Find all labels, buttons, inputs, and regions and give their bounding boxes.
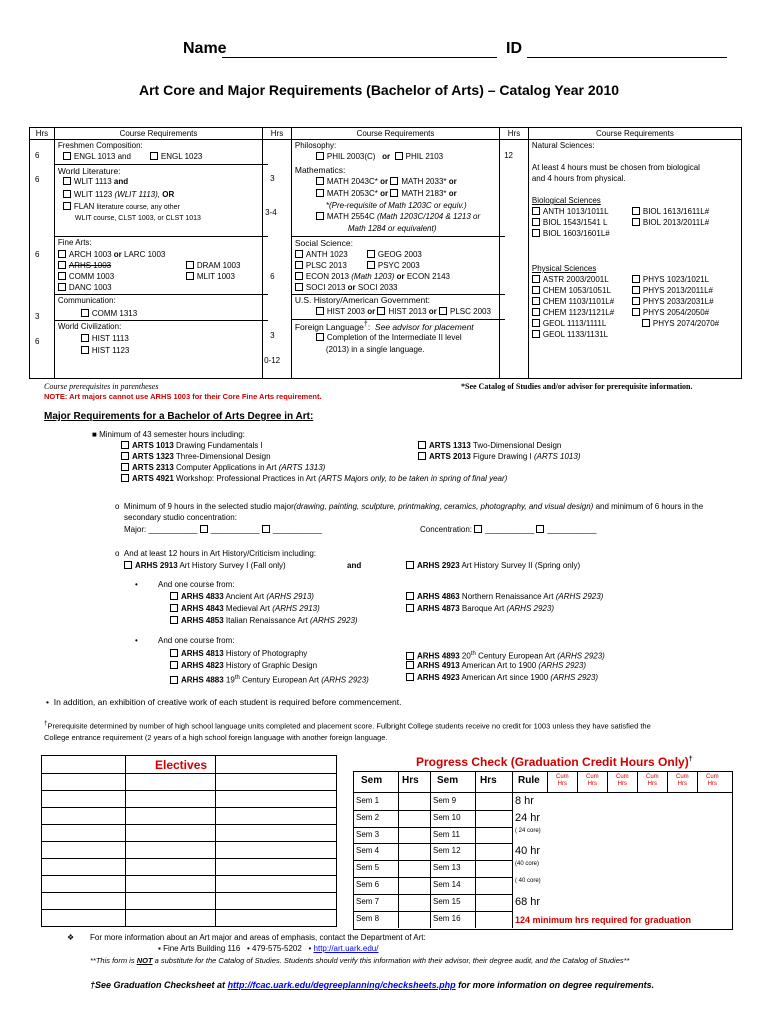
checkbox[interactable]: [295, 250, 303, 258]
checkbox[interactable]: [170, 649, 178, 657]
checkbox[interactable]: [406, 661, 414, 669]
checkbox[interactable]: [632, 308, 640, 316]
col-hrs: Hrs: [30, 128, 55, 140]
checkbox[interactable]: [395, 152, 403, 160]
progress-grid: [353, 771, 733, 930]
section-label: World Civilization:: [57, 322, 122, 331]
hrs-value: 3: [270, 331, 275, 340]
sem-label: Sem 10: [433, 812, 461, 822]
checkbox[interactable]: [186, 272, 194, 280]
checkbox[interactable]: [63, 177, 71, 185]
col-hrs: Hrs: [500, 128, 529, 140]
section-label: Mathematics:: [294, 165, 346, 175]
checkbox[interactable]: [406, 592, 414, 600]
checkbox[interactable]: [81, 334, 89, 342]
page-title: Art Core and Major Requirements (Bachelor of Arts) – Catalog Year 2010: [139, 82, 620, 98]
id-label: ID: [506, 40, 522, 57]
checkbox[interactable]: [406, 561, 414, 569]
rule-value: ( 40 core): [515, 878, 541, 884]
section-label: U.S. History/American Government:: [294, 295, 430, 305]
section-label: Freshmen Composition:: [57, 141, 143, 150]
hrs-value: 3: [270, 174, 275, 183]
col-rule: Rule: [518, 775, 540, 786]
name-label: Name: [183, 40, 227, 57]
checkbox[interactable]: [632, 286, 640, 294]
hrs-value: 6: [270, 272, 275, 281]
major-min: ■ Minimum of 43 semester hours including:: [92, 430, 245, 439]
checkbox[interactable]: [58, 261, 66, 269]
checkbox[interactable]: [295, 283, 303, 291]
section-label: Social Science:: [294, 238, 353, 248]
electives-title: Electives: [155, 758, 208, 772]
core-requirements-table: Hrs Course Requirements Hrs Course Requirements Hrs Course Requirements 6 6 6 3 6 Freshmen Composition: ENGL 1013 and ENGL 1023 World Literature: WLIT 1113 and WLIT 1123 (WLIT 1113), OR FLAN literature course, any other WLIT course, CLST 1003, or CLST 1013 Fine Arts: ARCH 1003 or LARC 1003 ARHS 1003 DRAM 1003 COMM 1003 MLIT 1003 DANC 1003 Communication: COMM 1313 World Civilization: HIST 1113 HIST 1123 3 3-4 6 3 0-12 Philosophy: PHIL 2003(C) or PHIL 2103 Mathematics: MATH 2043C* or MATH 2033* or MATH 2053C* or MATH 2183* or *(Pre-requisite of Math 1203C or equiv.) MATH 2554C (Math 1203C/1204 & 1213 or Math 1284 or equivalent) Social Science: ANTH 1023 GEOG 2003 PLSC 2013 PSYC 2003 ECON 2013 (Math 1203) or ECON 2143 SOCI 2013 or SOCI 2033 U.S. History/American Government: HIST 2003 or HIST 2013 or PLSC 2003 Foreign Language†: See advisor for placement Completion of the Intermediate II level (2013) in a single language. 12 Natural Sciences: At least 4 hours must be chosen from biological and 4 hours from physical. Biological Sciences ANTH 1013/1011L BIOL 1613/1611L# BIOL 1543/1541 L BIOL 2013/2011L# BIOL 1603/1601L# Physical Sciences ASTR 2003/2001L PHYS 1023/1021L CHEM 1053/1051L PHYS 2013/2011L# CHEM 1103/1101L# PHYS 2033/2031L# CHEM 1123/1121L# PHYS 2054/2050# GEOL 1113/1111L PHYS 2074/2070# GEOL 1133/1131L: [29, 127, 742, 379]
checkbox[interactable]: [121, 474, 129, 482]
hrs-value: 3-4: [265, 208, 277, 217]
checkbox[interactable]: [536, 525, 544, 533]
rule-value: (40 core): [515, 861, 540, 868]
name-field-line[interactable]: [222, 57, 497, 58]
col-req: Course Requirements: [291, 128, 499, 140]
hrs-value: 12: [504, 151, 513, 160]
sem-label: Sem 16: [433, 913, 461, 923]
sem-label: Sem 6: [356, 880, 380, 889]
checkbox[interactable]: [170, 592, 178, 600]
checkbox[interactable]: [439, 307, 447, 315]
sem-label: Sem 15: [433, 896, 461, 906]
rule-value: 24 hr: [515, 811, 541, 824]
section-label: Communication:: [57, 296, 116, 305]
checkbox[interactable]: [532, 229, 540, 237]
checkbox[interactable]: [170, 604, 178, 612]
checkbox[interactable]: [121, 441, 129, 449]
section-label: Natural Sciences:: [531, 141, 595, 150]
col-hrs: Hrs: [402, 775, 419, 786]
hrs-value: 6: [35, 175, 40, 184]
min-hours-note: 124 minimum hrs required for graduation: [515, 915, 692, 925]
sem-label: Sem 13: [433, 863, 461, 873]
checkbox[interactable]: [377, 307, 385, 315]
checkbox[interactable]: [532, 207, 540, 215]
checkbox[interactable]: [186, 261, 194, 269]
catalog-note: *See Catalog of Studies and/or advisor for prerequisite information.: [461, 382, 693, 391]
checkbox[interactable]: [262, 525, 270, 533]
checkbox[interactable]: [170, 616, 178, 624]
col-hrs: Hrs: [480, 775, 497, 786]
checkbox[interactable]: [316, 333, 324, 341]
section-label: Fine Arts:: [57, 238, 92, 247]
checkbox[interactable]: [390, 177, 398, 185]
hrs-value: 0-12: [264, 356, 281, 365]
section-label: Philosophy:: [294, 141, 337, 150]
checkbox[interactable]: [532, 286, 540, 294]
checkbox[interactable]: [632, 275, 640, 283]
checkbox[interactable]: [316, 152, 324, 160]
rule-value: ( 24 core): [515, 827, 541, 834]
checkbox[interactable]: [63, 202, 71, 210]
checkbox[interactable]: [121, 452, 129, 460]
checkbox[interactable]: [124, 561, 132, 569]
checkbox[interactable]: [150, 152, 158, 160]
sem-label: Sem 3: [356, 829, 380, 839]
checkbox[interactable]: [532, 330, 540, 338]
sem-label: Sem 2: [356, 812, 380, 822]
checkbox[interactable]: [632, 218, 640, 226]
sem-label: Sem 14: [433, 880, 461, 889]
art-major-note: NOTE: Art majors cannot use ARHS 1003 for their Core Fine Arts requirement.: [44, 392, 322, 401]
checkbox[interactable]: [170, 661, 178, 669]
checkbox[interactable]: [58, 272, 66, 280]
checkbox[interactable]: [367, 261, 375, 269]
col-hrs: Hrs: [263, 128, 292, 140]
checkbox[interactable]: [532, 297, 540, 305]
hrs-value: 6: [35, 337, 40, 346]
hrs-value: 3: [35, 312, 40, 321]
hrs-value: 6: [35, 151, 40, 160]
major-heading: Major Requirements for a Bachelor of Arts Degree in Art:: [44, 411, 314, 422]
sem-label: Sem 1: [356, 796, 380, 805]
hrs-value: 6: [35, 250, 40, 259]
checkbox[interactable]: [200, 525, 208, 533]
sem-label: Sem 5: [356, 863, 380, 873]
sem-label: Sem 7: [356, 896, 380, 906]
checkbox[interactable]: [63, 152, 71, 160]
sem-label: Sem 9: [433, 796, 457, 805]
id-field-line[interactable]: [527, 57, 727, 58]
checkbox[interactable]: [532, 319, 540, 327]
prereq-note: Course prerequisites in parentheses: [44, 382, 159, 391]
sem-label: Sem 12: [433, 846, 461, 856]
sem-label: Sem 11: [433, 829, 460, 839]
checkbox[interactable]: [532, 275, 540, 283]
checkbox[interactable]: [532, 308, 540, 316]
checkbox[interactable]: [367, 250, 375, 258]
checkbox[interactable]: [58, 250, 66, 258]
checkbox[interactable]: [474, 525, 482, 533]
checkbox[interactable]: [295, 261, 303, 269]
checkbox[interactable]: [316, 189, 324, 197]
checkbox[interactable]: [121, 463, 129, 471]
checkbox[interactable]: [390, 189, 398, 197]
checkbox[interactable]: [58, 283, 66, 291]
checkbox[interactable]: [316, 307, 324, 315]
art-dept-link[interactable]: http://art.uark.edu/: [313, 944, 379, 953]
checkbox[interactable]: [532, 218, 540, 226]
sem-label: Sem 4: [356, 846, 380, 856]
checkbox[interactable]: [63, 190, 71, 198]
checkbox[interactable]: [406, 604, 414, 612]
checksheet-link[interactable]: http://fcac.uark.edu/degreeplanning/checksheets.php: [227, 980, 456, 990]
col-req: Course Requirements: [528, 128, 741, 140]
checkbox[interactable]: [81, 346, 89, 354]
col-sem: Sem: [437, 775, 459, 786]
checkbox[interactable]: [406, 652, 414, 660]
checkbox[interactable]: [170, 676, 178, 684]
section-label: World Literature:: [57, 166, 121, 176]
rule-value: 8 hr: [515, 795, 534, 807]
checkbox[interactable]: [632, 297, 640, 305]
checkbox[interactable]: [642, 319, 650, 327]
rule-value: 40 hr: [515, 845, 541, 858]
checkbox[interactable]: [632, 207, 640, 215]
col-sem: Sem: [361, 775, 383, 786]
col-req: Course Requirements: [54, 128, 262, 140]
checkbox[interactable]: [406, 673, 414, 681]
checkbox[interactable]: [81, 309, 89, 317]
checkbox[interactable]: [295, 272, 303, 280]
checkbox[interactable]: [316, 212, 324, 220]
checkbox[interactable]: [418, 441, 426, 449]
rule-value: 68 hr: [515, 895, 541, 908]
sem-label: Sem 8: [356, 913, 380, 923]
checkbox[interactable]: [316, 177, 324, 185]
checkbox[interactable]: [418, 452, 426, 460]
progress-title: Progress Check (Graduation Credit Hours Only)†: [416, 755, 693, 769]
